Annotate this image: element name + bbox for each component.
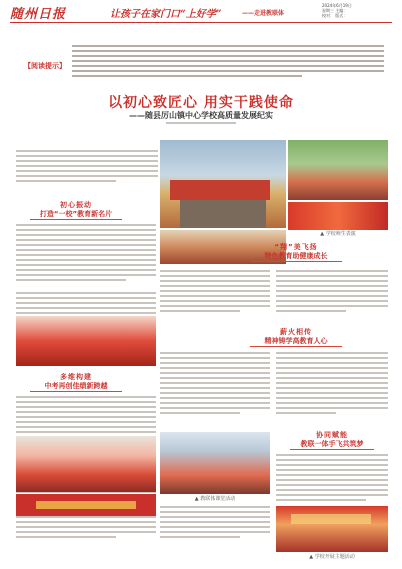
masthead-column-subtitle: ——走进教联体 (242, 10, 285, 17)
section-4-title: 中考再创佳绩新跨越 (44, 382, 108, 390)
section-5-label: 协同赋能 (316, 431, 348, 439)
photo-students-row (16, 436, 156, 492)
section-mid-bottom-text (160, 506, 270, 546)
photo-children-red (16, 316, 156, 366)
section-1-title: 打造“一校”教育新名片 (39, 210, 113, 218)
photo-activity (160, 432, 270, 494)
byline (166, 122, 236, 124)
meta-editor: 星期三 主编： (322, 8, 348, 13)
section-3-text-left (160, 352, 270, 424)
section-3-title: 精神铸学高教育人心 (264, 337, 328, 345)
lead-paragraph (16, 150, 158, 190)
section-2-title: 特色教育助健康成长 (264, 252, 328, 260)
subheadline: ——随县厉山镇中心学校高质量发展纪实 (129, 111, 273, 120)
masthead (0, 0, 402, 22)
intro-text (72, 42, 384, 80)
headline: 以初心致匠心 用实干践使命 (108, 95, 294, 111)
section-1-label: 初心振动 (60, 201, 92, 209)
photo-school-gate (160, 140, 286, 228)
masthead-meta (322, 3, 394, 18)
masthead-column-title: 让孩子在家门口“上好学” (110, 9, 222, 20)
meta-date: 2024年6月19日 (322, 3, 352, 8)
section-2-text-left (160, 270, 270, 320)
photo-right-bottom (276, 506, 388, 552)
meta-proof: 校对： 版式： (322, 13, 348, 18)
caption-mid-right: ▲ 学校师生表演 (320, 231, 356, 237)
section-2-text-right (276, 270, 388, 320)
photo-group-top (288, 140, 388, 200)
section-4-label: 多维构建 (60, 373, 92, 381)
caption-bottom-right: ▲ 学校开展主题活动 (309, 554, 355, 560)
intro-block (14, 42, 386, 80)
masthead-rule (10, 22, 392, 23)
caption-bottom-mid: ▲ 教联体课堂活动 (194, 496, 236, 502)
section-1-text (16, 224, 156, 289)
section-3-label: 薪火相传 (280, 328, 312, 336)
reading-tip-label: 【阅读提示】 (24, 62, 66, 70)
section-5-title: 教联一体手飞共筑梦 (300, 440, 364, 448)
photo-red-flags (288, 202, 388, 230)
photo-banner-bottom (16, 494, 156, 516)
section-5-text (276, 454, 388, 510)
masthead-logo: 随州日报 (10, 7, 67, 22)
section-2-label: “翔”美飞扬 (274, 243, 318, 251)
section-3-text-right (276, 352, 388, 424)
